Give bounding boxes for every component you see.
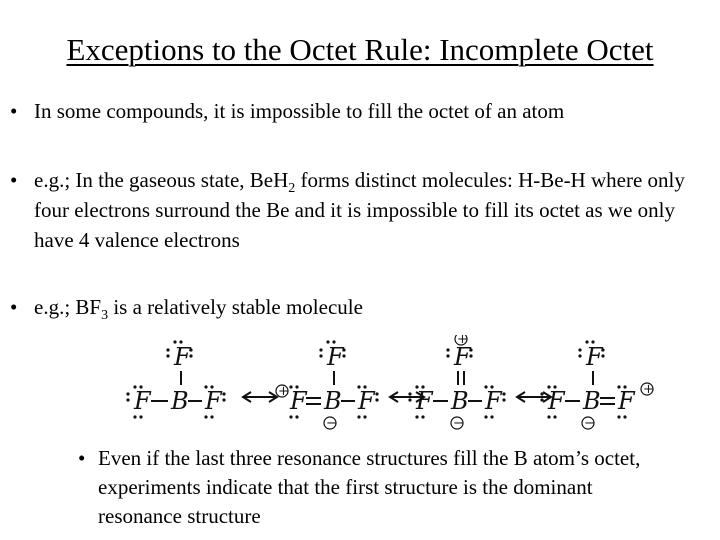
resonance-arrow-1	[243, 392, 277, 402]
resonance-structure-2	[276, 340, 379, 431]
bullet-text-pre: e.g.; BF	[34, 295, 102, 319]
fluorine-atom-top: F	[174, 343, 191, 371]
bullet-text-pre: e.g.; In the gaseous state, BeH	[34, 168, 289, 192]
fluorine-atom-top: F	[454, 343, 471, 371]
positive-charge-icon: +	[643, 382, 654, 397]
resonance-structure-1	[126, 340, 225, 418]
boron-atom: B	[324, 387, 342, 415]
sub-bullet-text: Even if the last three resonance structures fill the B atom’s octet, experiments indicate that the first structure is the dominant resonance structure	[98, 446, 641, 528]
bullet-marker: •	[10, 295, 18, 319]
bullet-marker: •	[10, 168, 18, 192]
fluorine-atom-right: F	[618, 387, 635, 415]
bullet-text-post: is a relatively stable molecule	[108, 295, 363, 319]
fluorine-atom-left: F	[134, 387, 151, 415]
bullet-text-post: forms distinct molecules: H-Be-H where only four electrons surround the Be and it is impossible to fill its octet as we only have 4 valence electrons	[34, 168, 685, 252]
positive-charge-icon: +	[457, 335, 468, 347]
subscript: 3	[101, 308, 109, 323]
bullet-item-2	[10, 165, 700, 255]
sub-bullet-item	[78, 444, 678, 531]
boron-atom: B	[451, 387, 469, 415]
fluorine-atom-top: F	[327, 343, 344, 371]
fluorine-atom-left: F	[290, 387, 307, 415]
bullet-item-1	[10, 96, 700, 126]
positive-charge-icon: +	[278, 384, 289, 399]
resonance-structure-3	[408, 335, 505, 431]
bullet-text: In some compounds, it is impossible to fill the octet of an atom	[34, 99, 565, 123]
bullet-text	[34, 292, 700, 322]
slide-title	[0, 30, 720, 70]
boron-atom: B	[171, 387, 189, 415]
boron-atom: B	[583, 387, 601, 415]
resonance-arrow-3	[517, 392, 551, 402]
resonance-structure-4	[540, 340, 654, 431]
bullet-text	[34, 165, 700, 255]
fluorine-atom-top: F	[586, 343, 603, 371]
bullet-item-3	[10, 292, 700, 322]
negative-charge-icon: −	[326, 416, 337, 431]
bullet-marker: •	[10, 99, 18, 123]
bf3-resonance-structures	[120, 335, 660, 435]
subscript: 2	[288, 181, 296, 196]
sub-bullet-marker: •	[78, 446, 86, 470]
fluorine-atom-right: F	[205, 387, 222, 415]
fluorine-atom-right: F	[485, 387, 502, 415]
slide-title-text: Exceptions to the Octet Rule: Incomplete Octet	[66, 32, 654, 67]
negative-charge-icon: −	[584, 416, 595, 431]
fluorine-atom-left: F	[416, 387, 433, 415]
negative-charge-icon: −	[453, 416, 464, 431]
fluorine-atom-left: F	[548, 387, 565, 415]
fluorine-atom-right: F	[358, 387, 375, 415]
